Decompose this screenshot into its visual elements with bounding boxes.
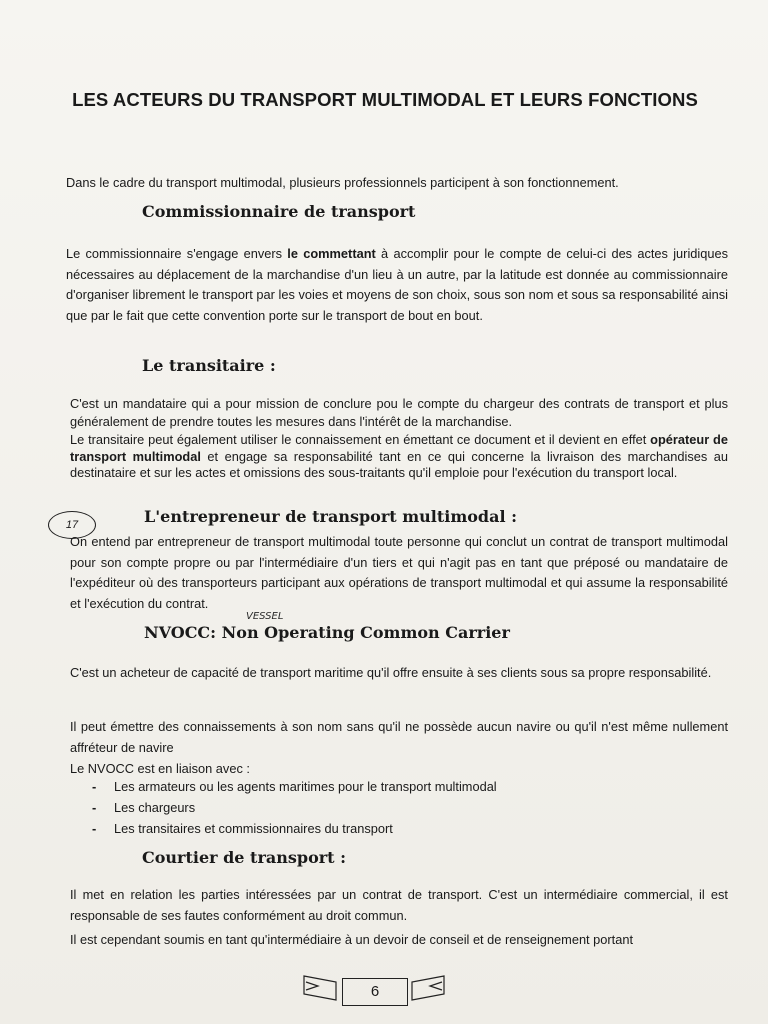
paragraph-nvocc-3: Le NVOCC est en liaison avec : xyxy=(70,761,250,776)
handwritten-annotation-vessel: VESSEL xyxy=(246,611,284,622)
list-item: - Les armateurs ou les agents maritimes pour le transport multimodal xyxy=(92,776,497,797)
list-item: - Les transitaires et commissionnaires du transport xyxy=(92,818,497,839)
list-item: - Les chargeurs xyxy=(92,797,497,818)
scroll-ornament-left-icon xyxy=(300,970,340,1004)
paragraph-entrepreneur: On entend par entrepreneur de transport multimodal toute personne qui conclut un contrat de transport multimodal pour son compte propre ou par l'intermédiaire d'un tiers et qui n'agit pas en tant que préposé ou mandataire de l'expéditeur où des transporteurs participant aux opérations de transport multimodal et qui assume la responsabilité et l'exécution du contrat. xyxy=(70,534,728,611)
text-run: Le transitaire peut également utiliser le connaissement en émettant ce document et il devient en effet xyxy=(70,432,651,447)
text-run: et engage sa responsabilité tant en ce qui concerne la livraison des marchandises au destinataire et sur les actes et omissions des sous-traitants qu'il emploie pour l'exécution du transport local. xyxy=(70,448,728,480)
heading-courtier: Courtier de transport : xyxy=(142,848,347,867)
paragraph-commissionnaire xyxy=(66,244,728,326)
paragraph-transitaire-2 xyxy=(70,432,728,482)
bold-term-commettant: le commettant xyxy=(287,246,376,261)
handwritten-annotation-circle: 17 xyxy=(48,511,96,539)
page-footer xyxy=(300,968,460,1008)
text-run: à accomplir pour le compte de celui-ci des actes juridiques nécessaires au déplacement de la marchandise d'un lieu à un autre, par la latitude est donnée au commissionnaire d'organiser librement le transport par les voies et moyens de son choix, sous son nom et sous sa responsabilité ainsi que par le fait que cette convention porte sur le transport de bout en bout. xyxy=(66,246,728,323)
paragraph-transitaire-1: C'est un mandataire qui a pour mission de conclure pou le compte du chargeur des contrats de transport et plus généralement de prendre toutes les mesures dans l'intérêt de la marchandise. xyxy=(70,396,728,429)
heading-entrepreneur: L'entrepreneur de transport multimodal : xyxy=(144,507,518,526)
paragraph-courtier-1: Il met en relation les parties intéressées par un contrat de transport. C'est un intermédiaire commercial, il est responsable de ses fautes conformément au droit commun. xyxy=(70,887,728,923)
bold-term-operateur: opérateur de transport multimodal xyxy=(70,432,728,464)
page-title: LES ACTEURS DU TRANSPORT MULTIMODAL ET LEURS FONCTIONS xyxy=(72,89,698,110)
text-run: Le commissionnaire s'engage envers xyxy=(66,246,288,261)
page-number: 6 xyxy=(342,978,408,1006)
paragraph-courtier-2: Il est cependant soumis en tant qu'intermédiaire à un devoir de conseil et de renseignement portant xyxy=(70,932,634,947)
nvocc-list xyxy=(92,776,497,839)
paragraph-nvocc-1: C'est un acheteur de capacité de transport maritime qu'il offre ensuite à ses clients sous sa propre responsabilité. xyxy=(70,665,712,680)
heading-nvocc: NVOCC: Non Operating Common Carrier xyxy=(144,623,510,642)
scroll-ornament-right-icon xyxy=(408,970,448,1004)
intro-paragraph: Dans le cadre du transport multimodal, plusieurs professionnels participent à son fonctionnement. xyxy=(66,175,619,190)
heading-commissionnaire: Commissionnaire de transport xyxy=(142,202,416,221)
paragraph-nvocc-2: Il peut émettre des connaissements à son nom sans qu'il ne possède aucun navire ou qu'il n'est même nullement affréteur de navire xyxy=(70,719,728,755)
heading-transitaire: Le transitaire : xyxy=(142,356,276,375)
